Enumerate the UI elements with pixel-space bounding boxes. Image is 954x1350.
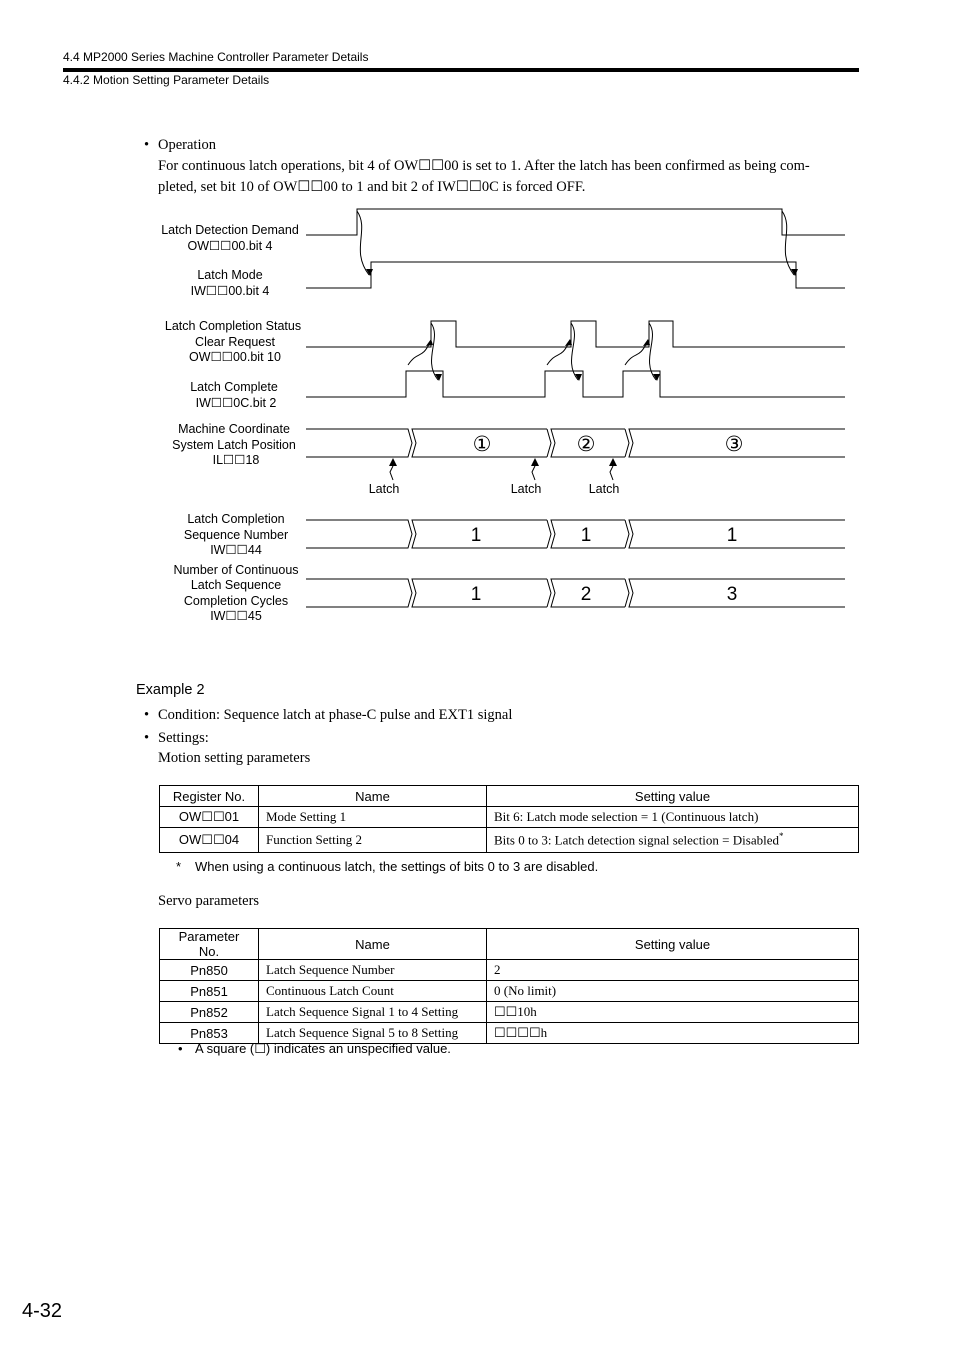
param-no: Pn850 (160, 960, 259, 981)
waveform-latch-detection-demand (306, 209, 845, 235)
cycle-count-value: 2 (580, 584, 592, 605)
sequence-number-value: 1 (580, 525, 592, 546)
latch-position-value: ③ (724, 433, 744, 456)
signal-label: Latch Detection Demand (161, 223, 299, 237)
signal-label: IW☐☐00.bit 4 (190, 284, 270, 298)
signal-label: OW☐☐00.bit 10 (189, 350, 281, 364)
table-header: Setting value (487, 786, 859, 807)
signal-label: IL☐☐18 (212, 453, 260, 467)
note-bullet: • (178, 1041, 183, 1056)
cycle-count-value: 3 (726, 584, 738, 605)
table-header: Parameter No. (160, 929, 259, 960)
servo-params-label: Servo parameters (158, 893, 260, 909)
signal-label: Machine Coordinate (178, 422, 290, 436)
param-name: Latch Sequence Signal 1 to 4 Setting (259, 1002, 487, 1023)
setting-value: Bits 0 to 3: Latch detection signal selection = Disabled (494, 832, 779, 848)
setting-value-cell (487, 828, 859, 853)
table-header: Name (259, 786, 487, 807)
bullet-dot: • (144, 707, 150, 723)
bullet-dot: • (144, 730, 150, 746)
signal-label: Latch Sequence (190, 578, 282, 592)
signal-label: Sequence Number (183, 528, 289, 542)
example-condition: Condition: Sequence latch at phase-C pulse and EXT1 signal (158, 707, 513, 723)
signal-label: Latch Completion (187, 512, 285, 526)
example-title: Example 2 (136, 682, 205, 698)
causality-curve (357, 211, 369, 275)
table-header: Name (259, 929, 487, 960)
param-no: Pn853 (160, 1023, 259, 1044)
register-no: OW☐☐04 (160, 828, 259, 853)
operation-line-2: pleted, set bit 10 of OW☐☐00 to 1 and bit 2 of IW☐☐0C is forced OFF. (158, 179, 586, 195)
param-value: ☐☐10h (487, 1002, 859, 1023)
footnote-mark: * (176, 859, 182, 874)
latch-position-value: ② (576, 433, 596, 456)
bus-completion-cycles (306, 579, 845, 607)
param-no: Pn852 (160, 1002, 259, 1023)
latch-event-marker (390, 466, 393, 480)
table-row (160, 981, 859, 1002)
param-value: 0 (No limit) (487, 981, 859, 1002)
example-settings: Settings: (158, 730, 209, 746)
waveform-latch-complete (306, 371, 845, 397)
arrow-head (426, 339, 433, 346)
waveform-latch-mode (306, 262, 845, 288)
signal-label: IW☐☐44 (210, 543, 262, 557)
register-name: Mode Setting 1 (259, 807, 487, 828)
table-row (160, 807, 859, 828)
signal-label: Latch Mode (197, 268, 263, 282)
param-no: Pn851 (160, 981, 259, 1002)
footnote-marker: * (778, 831, 784, 842)
header-rule (63, 68, 859, 72)
operation-label: Operation (158, 137, 216, 153)
arrow-head (389, 458, 397, 466)
unspecified-note: A square (☐) indicates an unspecified value. (195, 1041, 451, 1056)
register-name: Function Setting 2 (259, 828, 487, 853)
register-no: OW☐☐01 (160, 807, 259, 828)
bus-latch-position (306, 429, 845, 457)
param-name: Continuous Latch Count (259, 981, 487, 1002)
arrow-head (609, 458, 617, 466)
footnote-text: When using a continuous latch, the settings of bits 0 to 3 are disabled. (195, 859, 599, 874)
signal-label: OW☐☐00.bit 4 (187, 239, 273, 253)
timing-diagram (150, 200, 850, 630)
table-header: Setting value (487, 929, 859, 960)
header-subsection: 4.4.2 Motion Setting Parameter Details (63, 73, 270, 87)
signal-label: IW☐☐0C.bit 2 (195, 396, 277, 410)
signal-label: Number of Continuous (173, 563, 299, 577)
latch-position-value: ① (472, 433, 492, 456)
waveform-clear-request (306, 321, 845, 347)
signal-label: Latch Completion Status (164, 319, 302, 333)
table-row (160, 828, 859, 853)
param-value: ☐☐☐☐h (487, 1023, 859, 1044)
latch-label: Latch (588, 482, 620, 496)
operation-line-1: For continuous latch operations, bit 4 of OW☐☐00 is set to 1. After the latch has been confirmed as being com- (158, 158, 810, 174)
sequence-number-value: 1 (726, 525, 738, 546)
servo-params-table (159, 928, 859, 1044)
latch-event-marker (532, 466, 535, 480)
signal-label: Completion Cycles (183, 594, 289, 608)
signal-label: Clear Request (195, 335, 275, 349)
signal-label: System Latch Position (172, 438, 296, 452)
bullet-dot: • (144, 137, 150, 153)
cycle-count-value: 1 (470, 584, 482, 605)
table-row (160, 1002, 859, 1023)
bus-sequence-number (306, 520, 845, 548)
signal-label: IW☐☐45 (210, 609, 262, 623)
table-row (160, 960, 859, 981)
setting-value: Bit 6: Latch mode selection = 1 (Continuous latch) (487, 807, 859, 828)
latch-event-marker (610, 466, 613, 480)
causality-curve (782, 211, 794, 275)
param-name: Latch Sequence Signal 5 to 8 Setting (259, 1023, 487, 1044)
signal-label: Latch Complete (190, 380, 278, 394)
header-section: 4.4 MP2000 Series Machine Controller Parameter Details (63, 50, 369, 64)
latch-label: Latch (510, 482, 542, 496)
motion-params-label: Motion setting parameters (158, 750, 311, 766)
motion-settings-table (159, 785, 859, 853)
param-name: Latch Sequence Number (259, 960, 487, 981)
page-number: 4-32 (22, 1300, 63, 1322)
param-value: 2 (487, 960, 859, 981)
latch-label: Latch (368, 482, 400, 496)
table-header: Register No. (160, 786, 259, 807)
arrow-head (531, 458, 539, 466)
sequence-number-value: 1 (470, 525, 482, 546)
